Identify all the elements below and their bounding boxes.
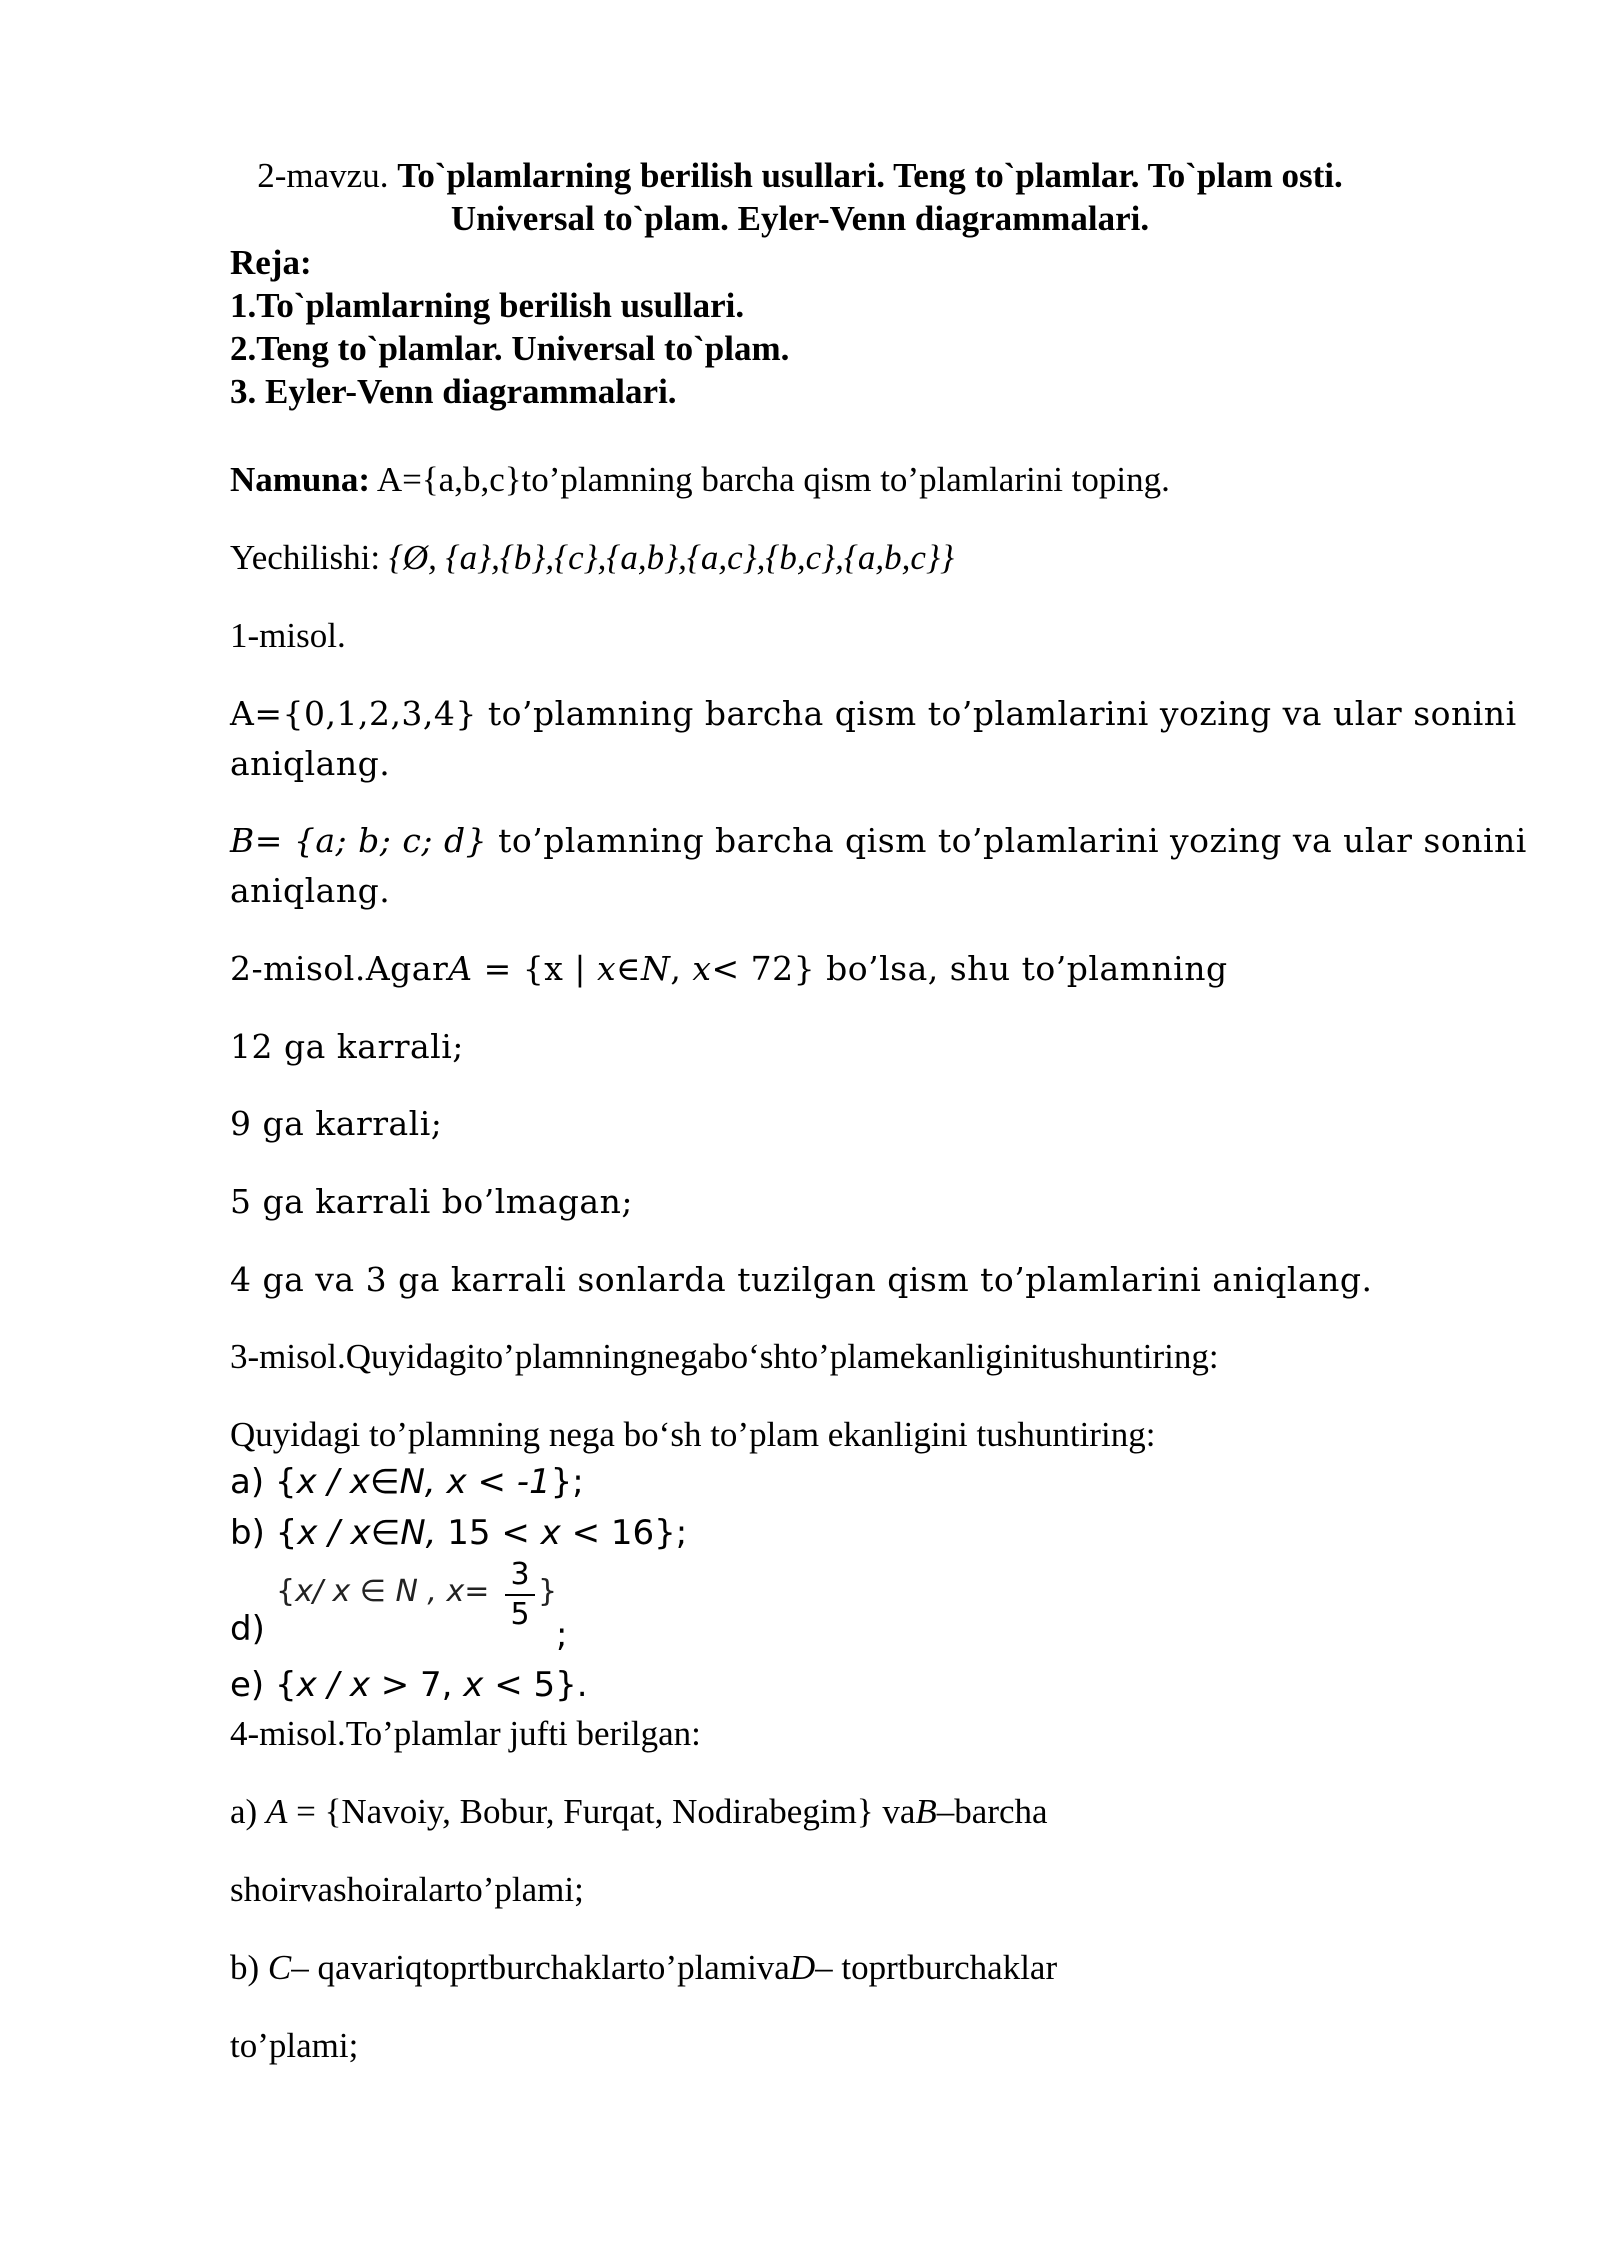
exercise-2-item: 5 ga karrali bo’lmagan; xyxy=(230,1182,633,1221)
exercise-4-item-a-line-2: shoirvashoiralarto’plami; xyxy=(230,1870,584,1909)
solution-label: Yechilishi: xyxy=(230,538,389,577)
set-b: B= {a; b; c; d} xyxy=(230,821,488,860)
exercise-1-b-line-2: aniqlang. xyxy=(230,871,391,910)
topic-title-line-1 xyxy=(0,154,1600,198)
solution-set: {Ø, {a},{b},{c},{a,b},{a,c},{b,c},{a,b,c}} xyxy=(388,538,954,577)
plan-item: 2.Teng to`plamlar. Universal to`plam. xyxy=(230,329,790,368)
exercise-1-a-line-2: aniqlang. xyxy=(230,744,391,783)
exercise-2-item: 12 ga karrali; xyxy=(230,1027,464,1066)
exercise-4-title: 4-misol.To’plamlar jufti berilgan: xyxy=(230,1714,701,1753)
exercise-3-item-b: b) {x / x∈N, 15 < x < 16}; xyxy=(230,1513,688,1553)
example-task: Namuna: A={a,b,c}to’plamning barcha qism to’plamlarini toping. xyxy=(230,460,1170,499)
example-solution xyxy=(230,536,954,580)
plan-item: 3. Eyler-Venn diagrammalari. xyxy=(230,372,677,411)
exercise-2-statement: 2-misol.AgarA = {x | x∈N, x< 72} bo’lsa, shu to’plamning xyxy=(230,949,1228,988)
exercise-4-item-a: a) A = {Navoiy, Bobur, Furqat, Nodirabegim} vaB–barcha xyxy=(230,1792,1048,1831)
example-label: Namuna: xyxy=(230,460,371,499)
exercise-3-item-e: e) {x / x > 7, x < 5}. xyxy=(230,1665,588,1705)
plan-item: 1.To`plamlarning berilish usullari. xyxy=(230,286,745,325)
topic-title-line-2: Universal to`plam. Eyler-Venn diagrammalari. xyxy=(450,199,1150,238)
exercise-1-title: 1-misol. xyxy=(230,616,346,655)
exercise-3-title: 3-misol.Quyidagito’plamningnegabo‘shto’plamekanliginitushuntiring: xyxy=(230,1337,1219,1376)
fraction-bar xyxy=(505,1594,535,1596)
exercise-2-item: 9 ga karrali; xyxy=(230,1104,443,1143)
topic-title: To`plamlarning berilish usullari. Teng to`plamlar. To`plam osti. xyxy=(397,156,1343,195)
exercise-4-item-b: b) C– qavariqtoprtburchaklarto’plamivaD– toprtburchaklar xyxy=(230,1948,1058,1987)
topic-prefix: 2-mavzu. xyxy=(257,156,389,195)
exercise-4-item-b-line-2: to’plami; xyxy=(230,2026,359,2065)
exercise-2-item: 4 ga va 3 ga karrali sonlarda tuzilgan qism to’plamlarini aniqlang. xyxy=(230,1260,1373,1299)
plan-heading: Reja: xyxy=(230,243,312,282)
exercise-1-b-line-1: B= {a; b; c; d} to’plamning barcha qism to’plamlarini yozing va ular sonini xyxy=(230,821,1527,860)
exercise-3-item-d-brace: } xyxy=(538,1574,558,1609)
exercise-3-item-d-expr: {x/ x ∈ N , x= xyxy=(276,1574,490,1609)
exercise-3-item-a: a) {x / x∈N, x < -1}; xyxy=(230,1462,584,1502)
fraction-denominator: 5 xyxy=(510,1597,530,1632)
exercise-3-intro: Quyidagi to’plamning nega bo‘sh to’plam ekanligini tushuntiring: xyxy=(230,1415,1156,1454)
exercise-1-a-line-1: A={0,1,2,3,4} to’plamning barcha qism to’plamlarini yozing va ular sonini xyxy=(230,694,1517,733)
exercise-3-item-d-end: ; xyxy=(556,1615,568,1655)
exercise-3-item-d-label: d) xyxy=(230,1609,265,1649)
fraction-numerator: 3 xyxy=(510,1557,530,1592)
